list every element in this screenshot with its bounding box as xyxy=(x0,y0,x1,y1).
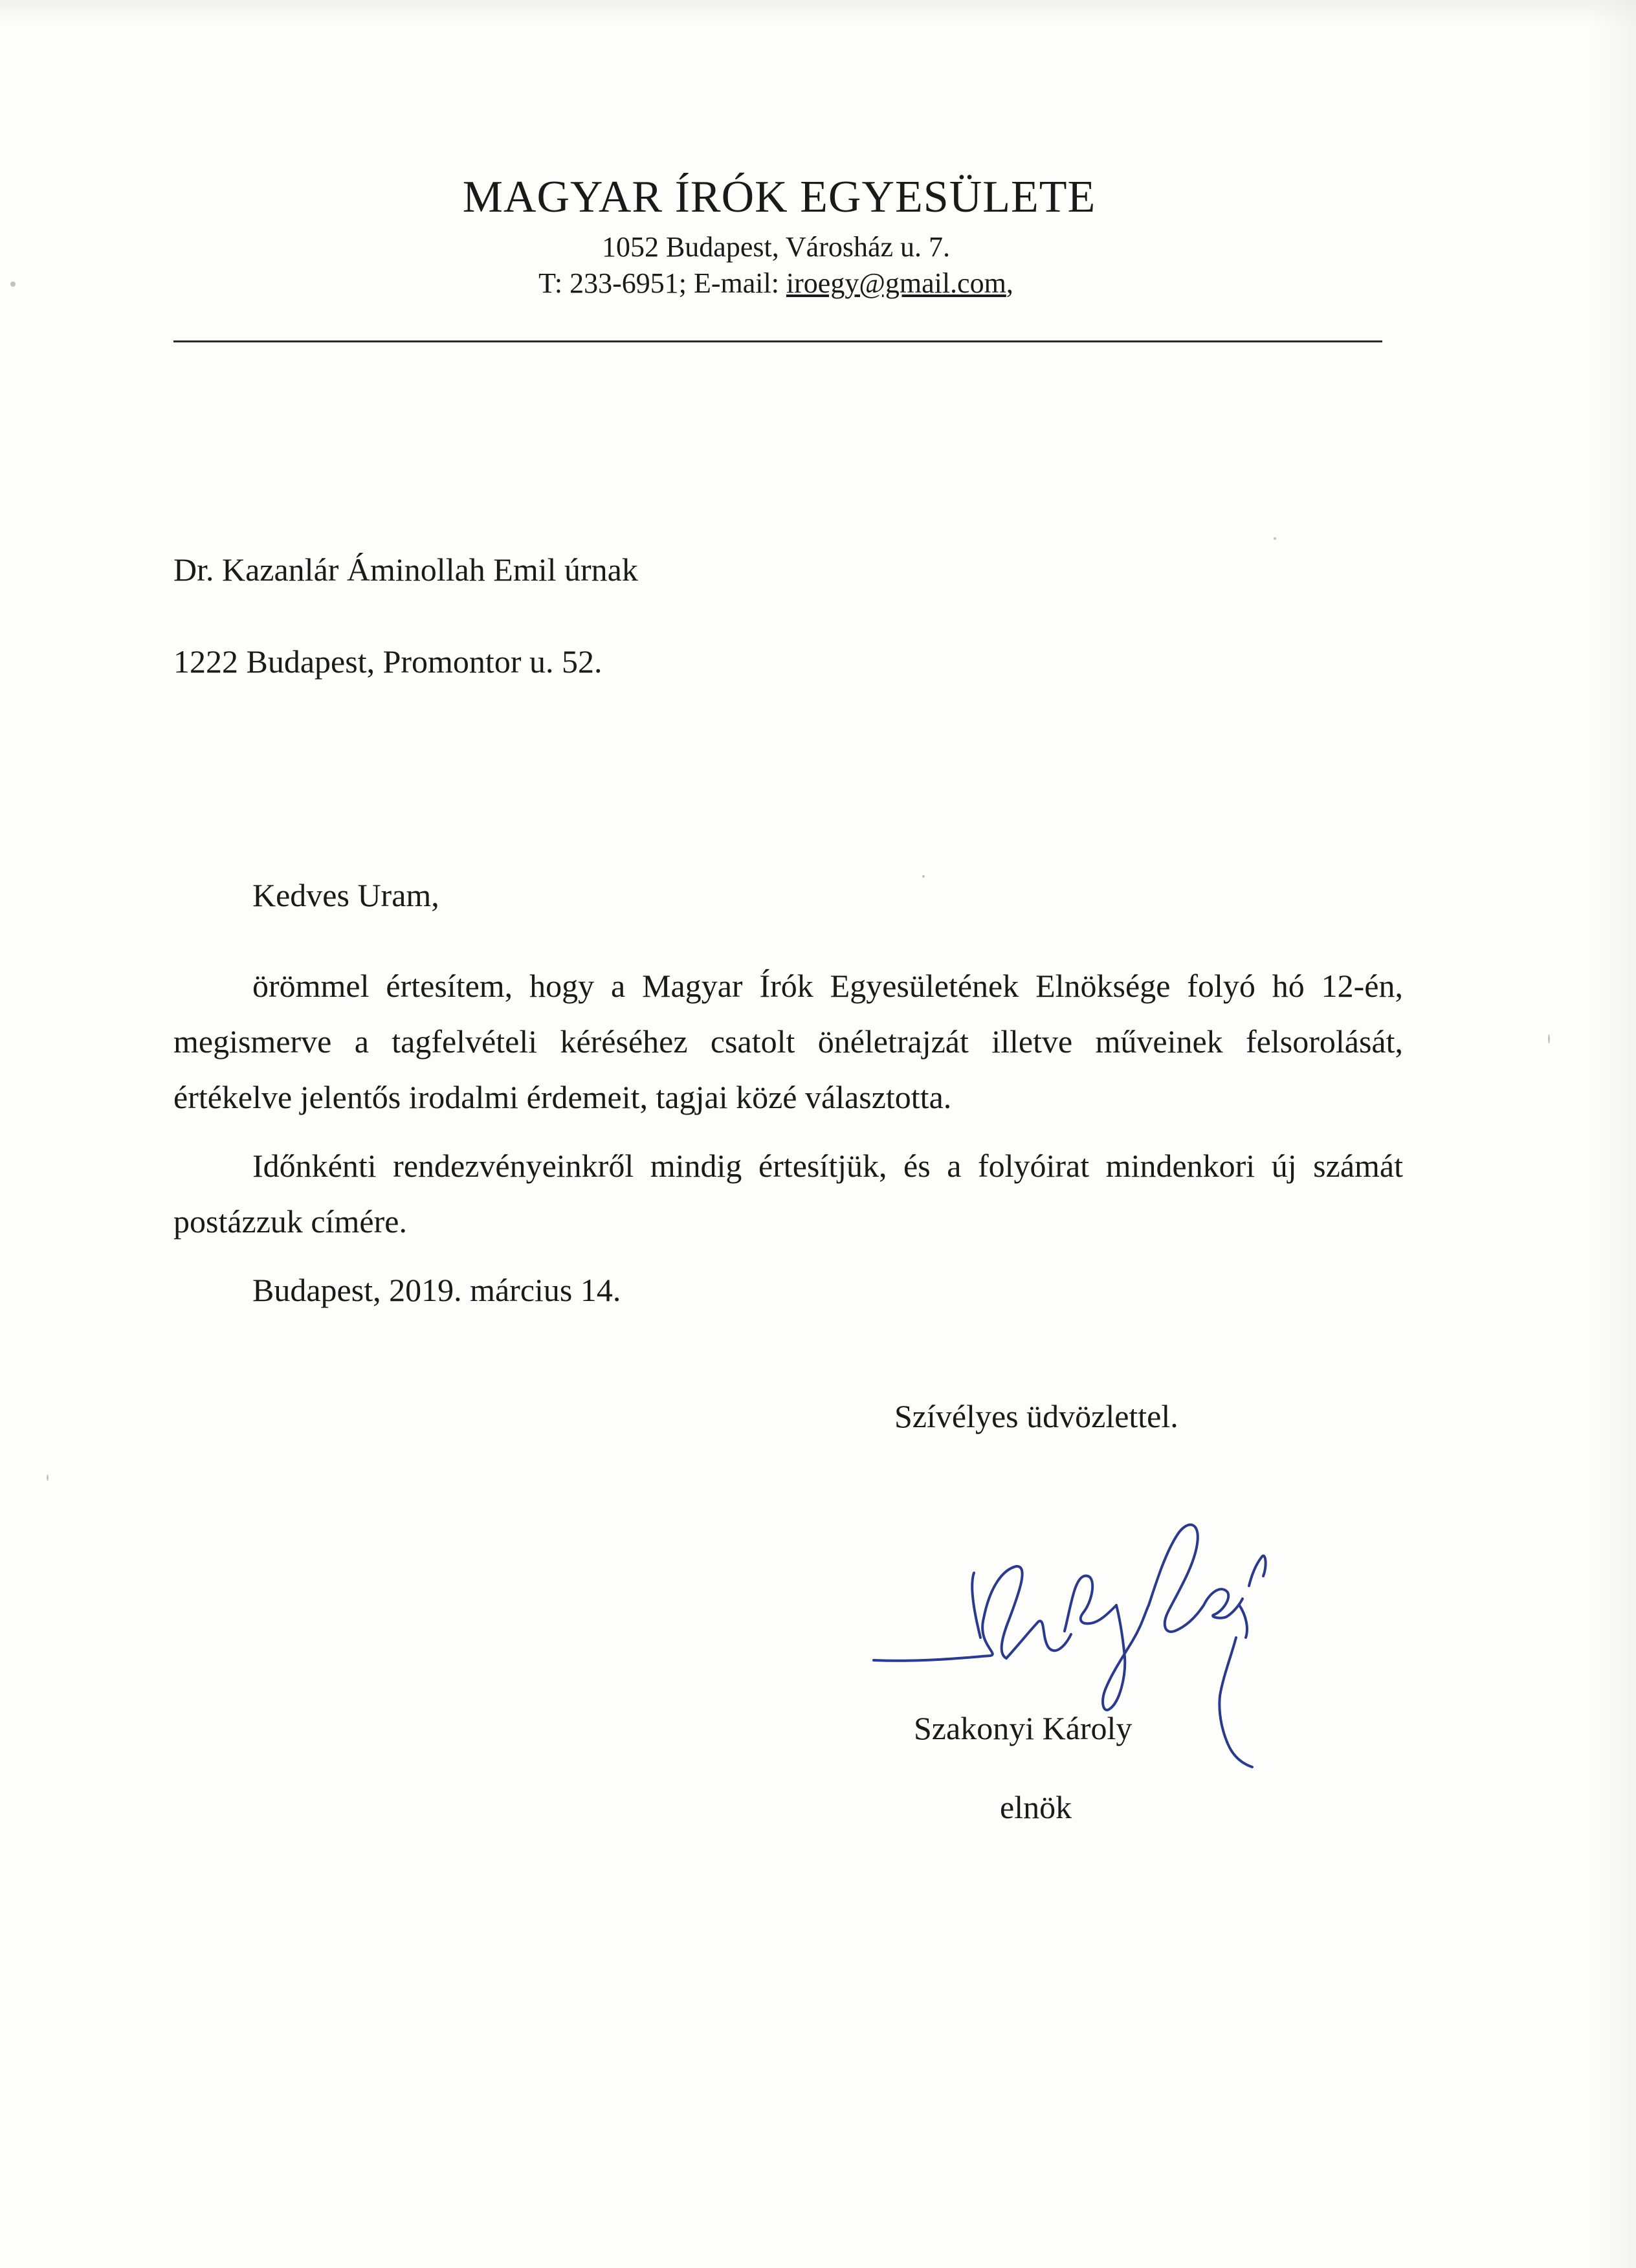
organization-address: 1052 Budapest, Városház u. 7. xyxy=(601,231,951,263)
salutation: Kedves Uram, xyxy=(252,877,439,913)
organization-contact xyxy=(0,265,1636,302)
recipient-name: Dr. Kazanlár Áminollah Emil úrnak xyxy=(173,551,638,588)
letterhead xyxy=(0,172,1636,302)
signature-drawing xyxy=(861,1508,1340,1793)
scan-speck xyxy=(1548,1034,1550,1043)
organization-name: MAGYAR ÍRÓK EGYESÜLETE xyxy=(462,172,1096,222)
scan-top-shade xyxy=(0,0,1636,26)
handwritten-signature xyxy=(861,1508,1340,1793)
letter-date: Budapest, 2019. március 14. xyxy=(252,1272,621,1308)
signer-title: elnök xyxy=(1000,1789,1072,1825)
body-paragraph-1: örömmel értesítem, hogy a Magyar Írók Egyesületének Elnöksége folyó hó 12-én, megismerve a tagfelvételi kéréséhez csatolt önéletrajzát illetve műveinek felsorolását, értékelve jelentős irodalmi érdemeit, tagjai közé választotta. xyxy=(173,968,1403,1115)
signer-name: Szakonyi Károly xyxy=(914,1710,1133,1746)
letterhead-divider xyxy=(173,340,1382,342)
scan-speck xyxy=(1274,537,1276,540)
contact-suffix: , xyxy=(1006,267,1013,299)
contact-phone: T: 233-6951; E-mail: xyxy=(538,267,786,299)
closing-greeting: Szívélyes üdvözlettel. xyxy=(894,1398,1178,1434)
scan-speck xyxy=(47,1474,49,1481)
body-paragraph-2: Időnkénti rendezvényeinkről mindig értesítjük, és a folyóirat mindenkori új számát postázzuk címére. xyxy=(173,1148,1403,1240)
letter-body xyxy=(173,867,1403,1318)
recipient-address: 1222 Budapest, Promontor u. 52. xyxy=(173,643,602,680)
recipient-block xyxy=(173,553,638,678)
email-link[interactable]: iroegy@gmail.com xyxy=(786,267,1006,299)
scan-edge-shade xyxy=(1591,0,1636,2268)
